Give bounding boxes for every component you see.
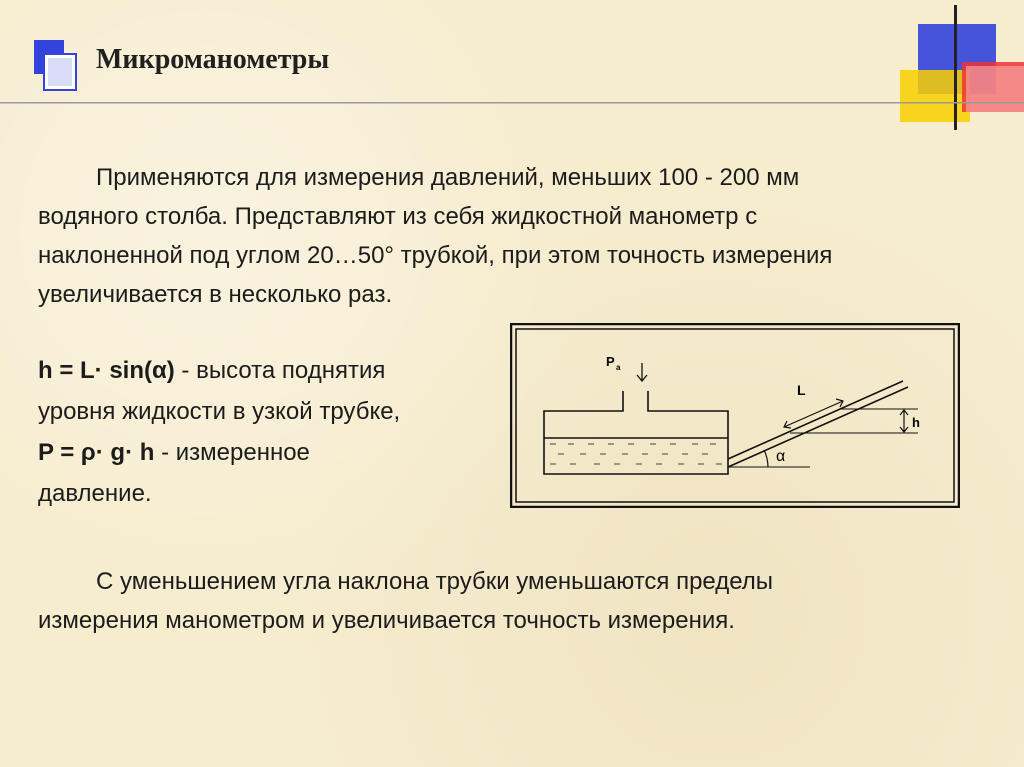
pressure-subscript: a — [616, 363, 621, 372]
title-bullet-icon — [34, 40, 80, 92]
diagram-frame — [511, 324, 959, 507]
slide-title: Микроманометры — [96, 44, 330, 75]
inclined-tube — [728, 381, 908, 467]
pressure-formula-desc-cont: давление. — [38, 480, 152, 507]
conclusion-line: С уменьшением угла наклона трубки уменьшаются пределы — [96, 568, 774, 595]
conclusion-paragraph — [38, 562, 998, 640]
length-label: L — [797, 382, 806, 398]
height-label: h — [912, 415, 920, 430]
height-formula-desc: - высота поднятия — [174, 357, 386, 384]
pressure-formula: P = ρ· g· h — [38, 439, 155, 466]
angle-arc — [764, 450, 768, 467]
intro-paragraph — [38, 158, 998, 314]
angle-label: α — [776, 448, 786, 465]
height-formula: h = L· sin(α) — [38, 357, 175, 384]
conclusion-line: измерения манометром и увеличивается точность измерения. — [38, 607, 735, 634]
intro-line: Применяются для измерения давлений, меньших 100 - 200 мм — [96, 164, 800, 191]
intro-line: водяного столба. Представляют из себя жидкостной манометр с — [38, 203, 758, 230]
liquid — [550, 444, 722, 464]
micromanometer-diagram — [510, 323, 960, 508]
formula-block — [38, 350, 478, 514]
intro-line: наклоненной под углом 20…50° трубкой, при этом точность измерения — [38, 242, 833, 269]
length-arrow — [784, 401, 843, 427]
pressure-formula-desc: - измеренное — [154, 439, 310, 466]
height-formula-desc-cont: уровня жидкости в узкой трубке, — [38, 398, 401, 425]
reservoir — [544, 391, 728, 474]
pressure-label: P — [606, 354, 615, 369]
intro-line: увеличивается в несколько раз. — [38, 281, 393, 308]
